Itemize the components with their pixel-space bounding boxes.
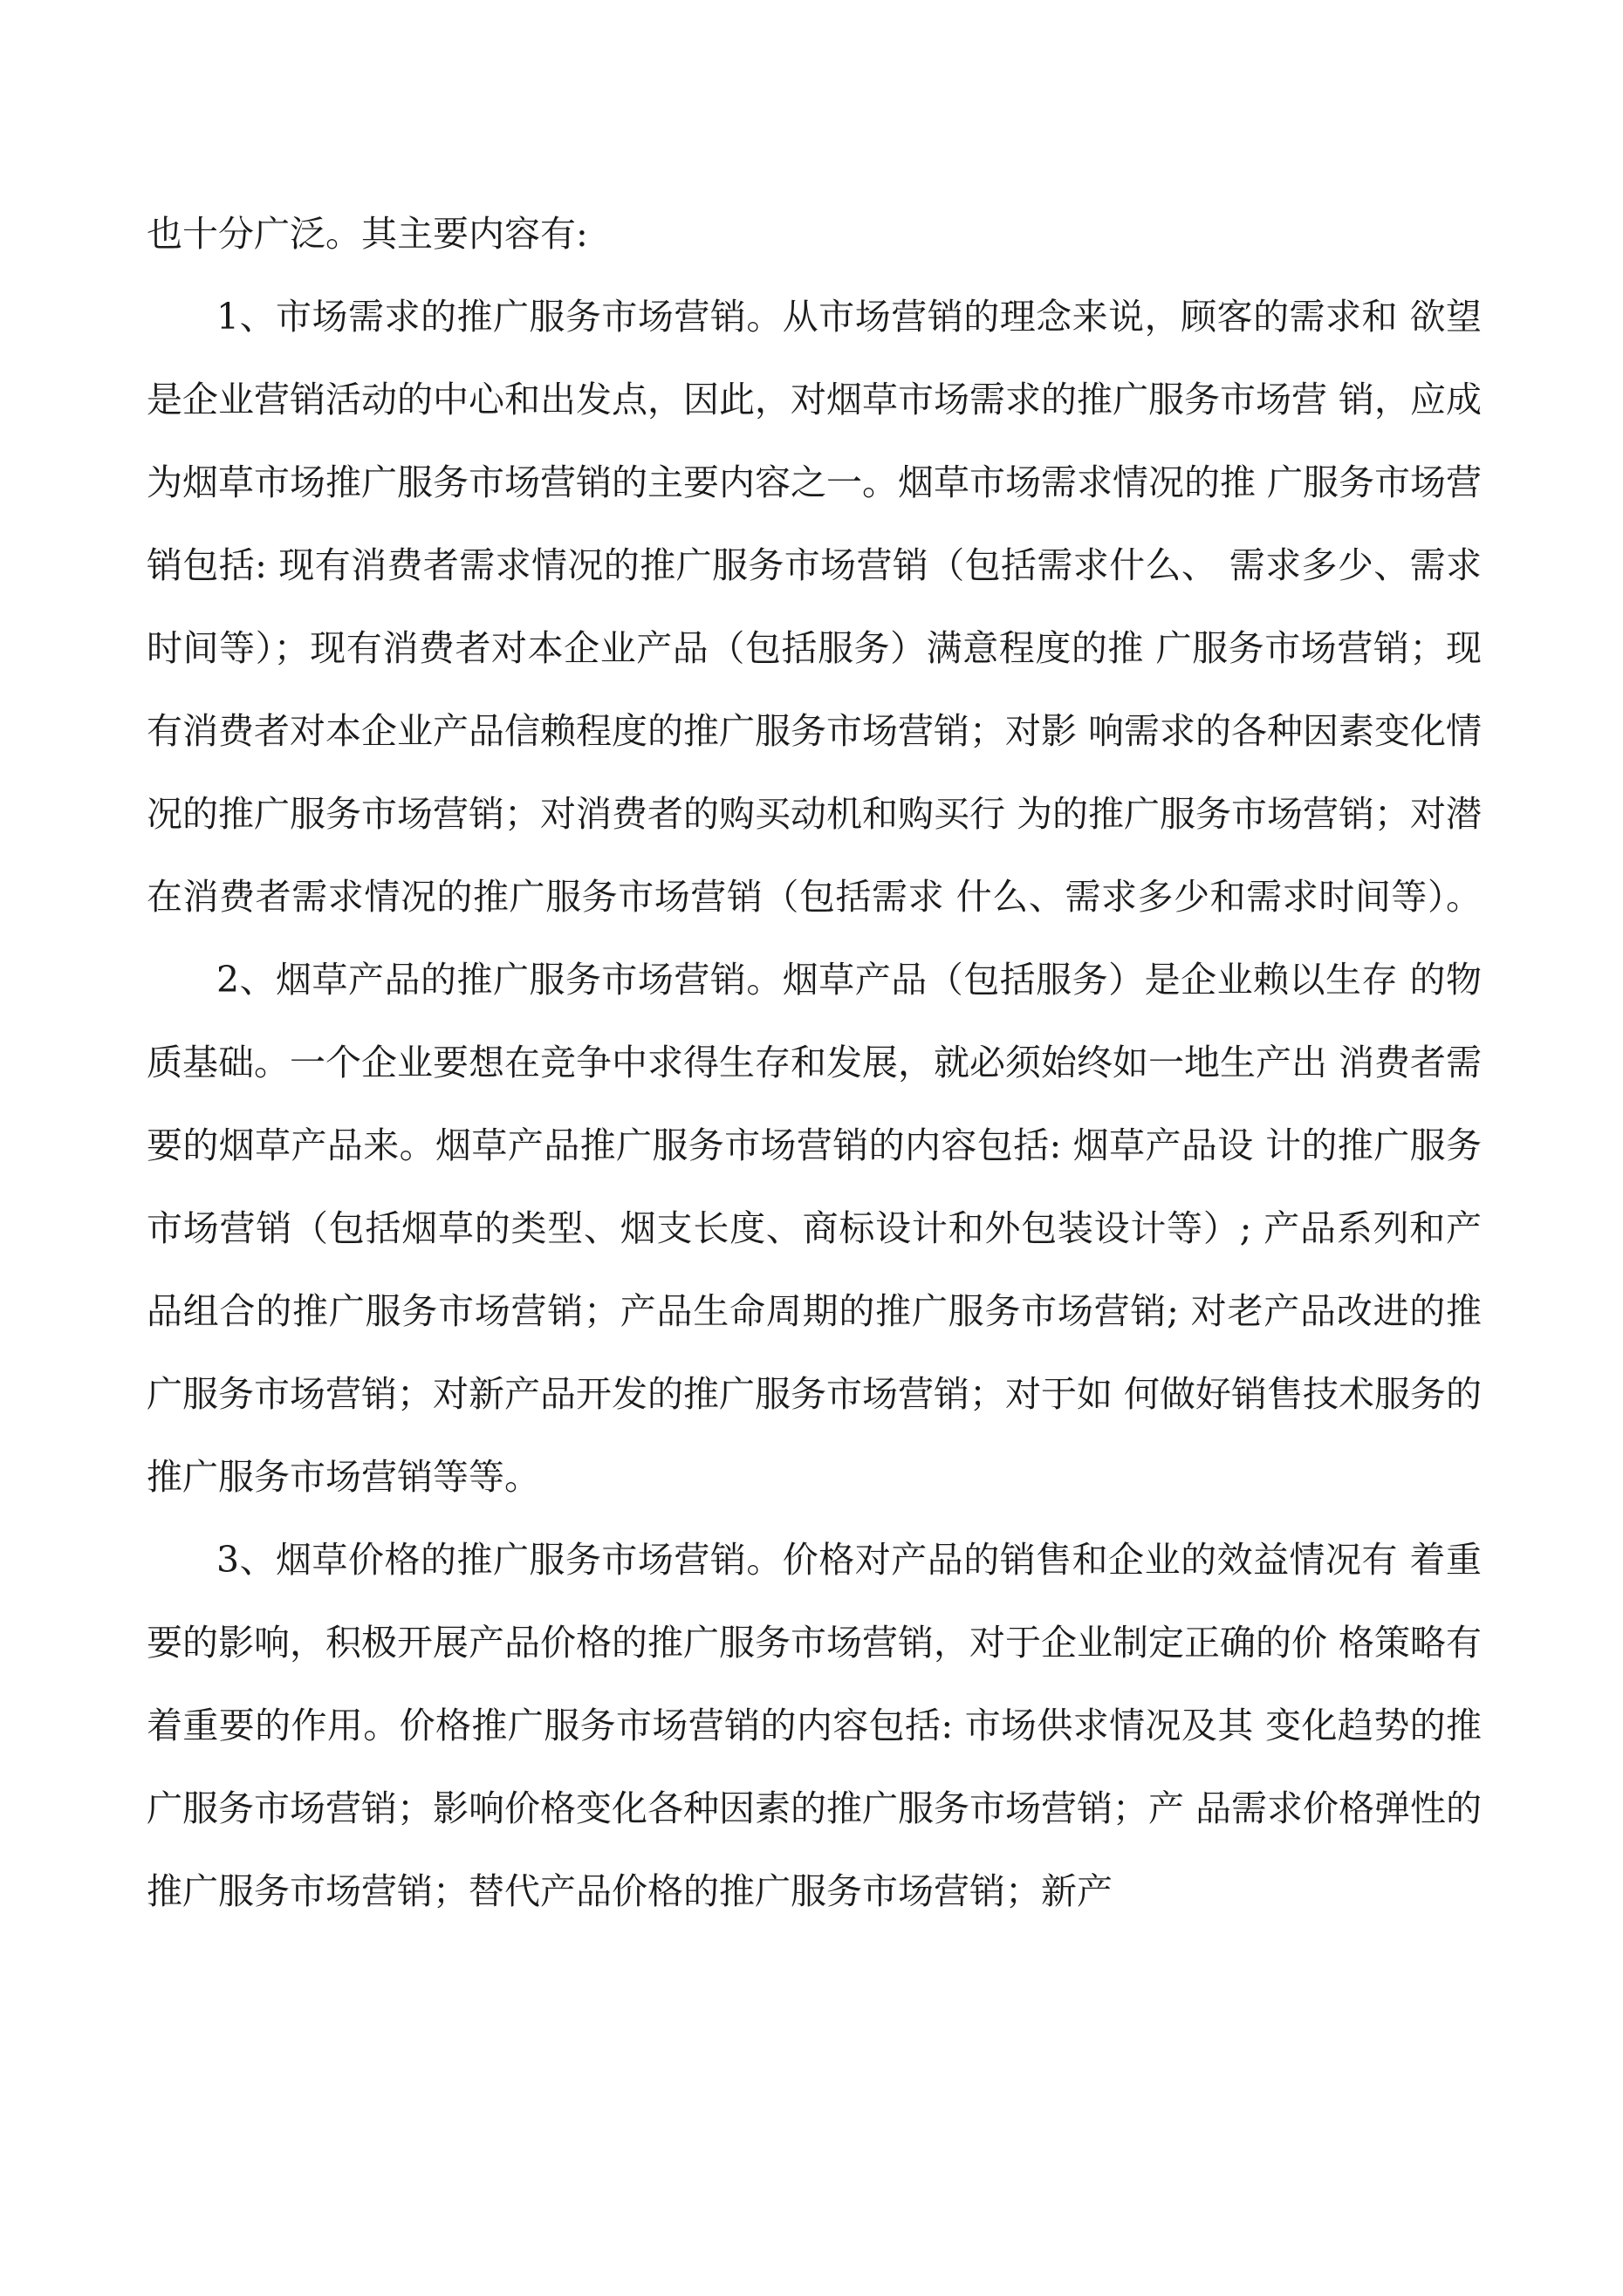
paragraph-1-line: 时间等）；现有消费者对本企业产品（包括服务）满意程度的推 广服务市场营销；现 xyxy=(147,627,1482,669)
paragraph-2-line: 推广服务市场营销等等。 xyxy=(147,1456,540,1498)
paragraph-3-line: 3、烟草价格的推广服务市场营销。价格对产品的销售和企业的效益情况有 着重 xyxy=(216,1539,1482,1581)
paragraph-3-line: 推广服务市场营销；替代产品价格的推广服务市场营销；新产 xyxy=(147,1870,1113,1912)
paragraph-1-line: 在消费者需求情况的推广服务市场营销（包括需求 什么、需求多少和需求时间等）。 xyxy=(147,876,1482,918)
paragraph-1-line: 1、市场需求的推广服务市场营销。从市场营销的理念来说，顾客的需求和 欲望 xyxy=(216,296,1482,338)
paragraph-1-line: 有消费者对本企业产品信赖程度的推广服务市场营销；对影 响需求的各种因素变化情 xyxy=(147,710,1483,752)
paragraph-2-line: 2、烟草产品的推广服务市场营销。烟草产品（包括服务）是企业赖以生存 的物 xyxy=(216,959,1482,1001)
paragraph-2-line: 市场营销（包括烟草的类型、烟支长度、商标设计和外包装设计等）; 产品系列和产 xyxy=(147,1207,1482,1249)
paragraph-3-line: 要的影响，积极开展产品价格的推广服务市场营销，对于企业制定正确的价 格策略有 xyxy=(147,1622,1483,1664)
text-line: 也十分广泛。其主要内容有: xyxy=(147,213,588,255)
paragraph-2-line: 品组合的推广服务市场营销；产品生命周期的推广服务市场营销; 对老产品改进的推 xyxy=(147,1290,1482,1332)
paragraph-1-line: 况的推广服务市场营销；对消费者的购买动机和购买行 为的推广服务市场营销；对潜 xyxy=(147,793,1483,835)
paragraph-1-line: 销包括: 现有消费者需求情况的推广服务市场营销（包括需求什么、 需求多少、需求 xyxy=(147,544,1482,586)
paragraph-2-line: 要的烟草产品来。烟草产品推广服务市场营销的内容包括: 烟草产品设 计的推广服务 xyxy=(147,1124,1482,1166)
paragraph-1-line: 为烟草市场推广服务市场营销的主要内容之一。烟草市场需求情况的推 广服务市场营 xyxy=(147,461,1483,503)
paragraph-2-line: 广服务市场营销；对新产品开发的推广服务市场营销；对于如 何做好销售技术服务的 xyxy=(147,1373,1483,1415)
paragraph-3-line: 着重要的作用。价格推广服务市场营销的内容包括: 市场供求情况及其 变化趋势的推 xyxy=(147,1705,1482,1746)
paragraph-1-line: 是企业营销活动的中心和出发点，因此，对烟草市场需求的推广服务市场营 销，应成 xyxy=(147,379,1483,420)
paragraph-3-line: 广服务市场营销；影响价格变化各种因素的推广服务市场营销；产 品需求价格弹性的 xyxy=(147,1787,1483,1829)
paragraph-2-line: 质基础。一个企业要想在竞争中求得生存和发展，就必须始终如一地生产出 消费者需 xyxy=(147,1042,1483,1083)
